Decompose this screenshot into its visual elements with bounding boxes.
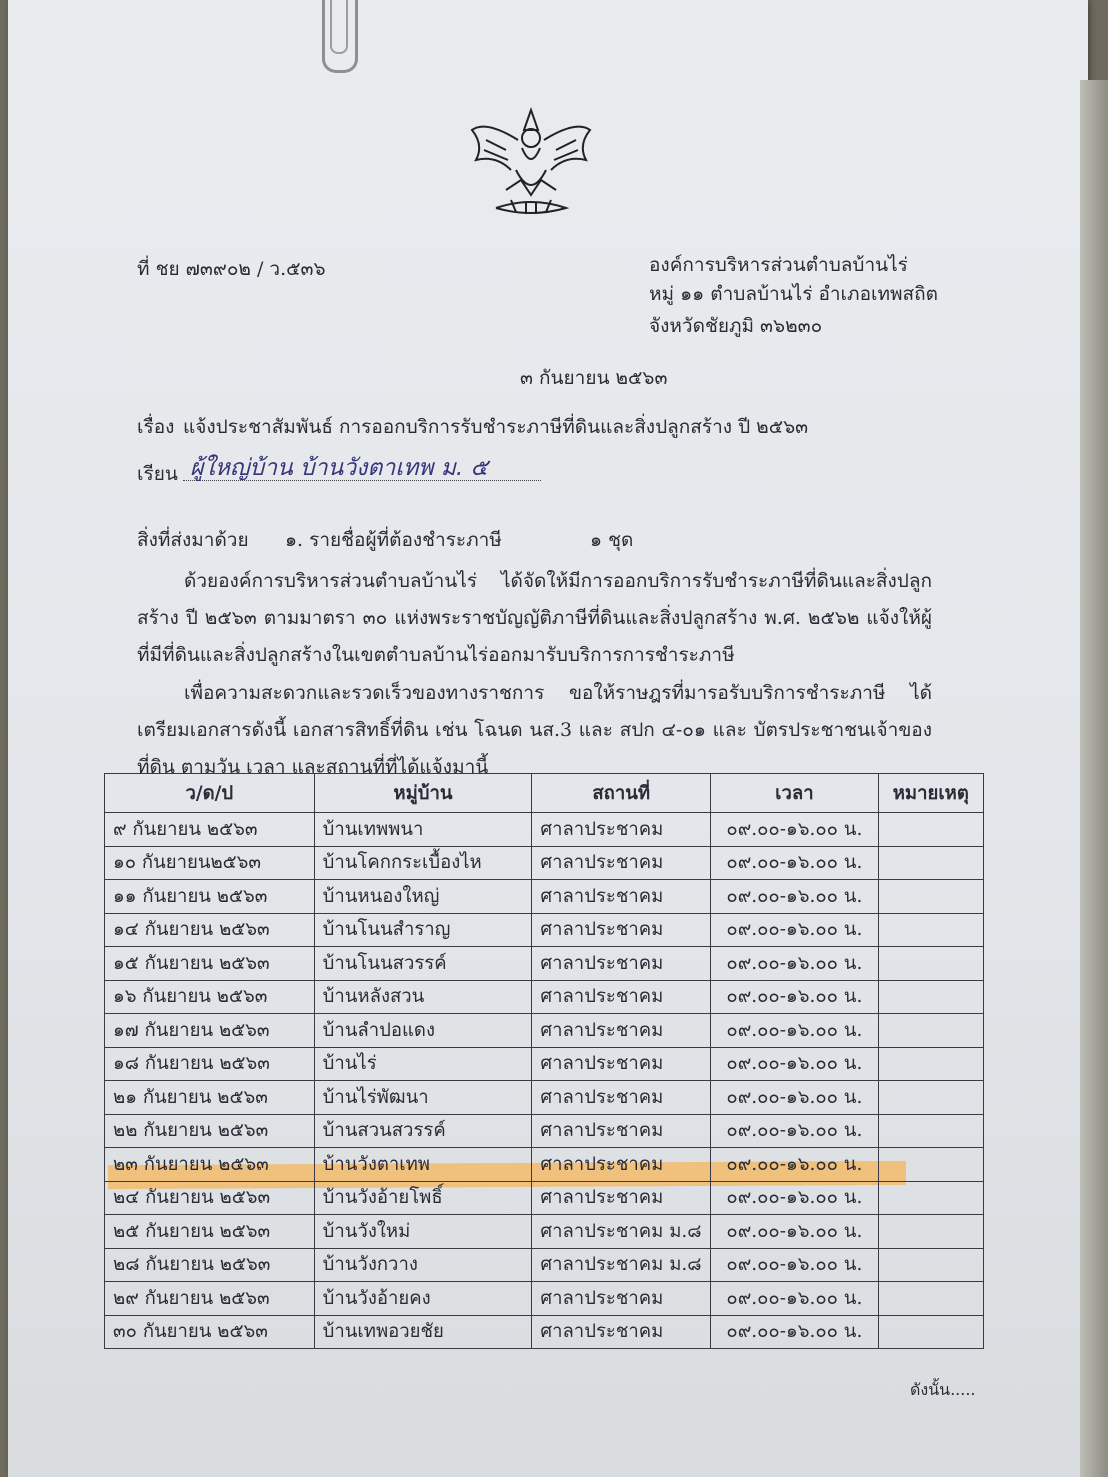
cell-remark	[878, 913, 983, 947]
table-row	[105, 1047, 984, 1081]
cell-time: ๐๙.๐๐-๑๖.๐๐ น.	[711, 980, 879, 1014]
header-time: เวลา	[711, 774, 879, 813]
table-row	[105, 1215, 984, 1249]
cell-place: ศาลาประชาคม	[532, 980, 711, 1014]
cell-place: ศาลาประชาคม	[532, 813, 711, 847]
cell-remark	[878, 880, 983, 914]
cell-village: บ้านหนองใหญ่	[314, 880, 532, 914]
cell-date: ๙ กันยายน ๒๕๖๓	[105, 813, 315, 847]
cell-date: ๒๘ กันยายน ๒๕๖๓	[105, 1248, 315, 1282]
cell-remark	[878, 947, 983, 981]
enclosure-quantity: ๑ ชุด	[590, 529, 634, 551]
cell-village: บ้านวังตาเทพ	[314, 1148, 532, 1182]
cell-village: บ้านวังอ้ายคง	[314, 1282, 532, 1316]
cell-remark	[878, 1282, 983, 1316]
table-row	[105, 913, 984, 947]
cell-place: ศาลาประชาคม	[532, 846, 711, 880]
cell-place: ศาลาประชาคม	[532, 947, 711, 981]
cell-time: ๐๙.๐๐-๑๖.๐๐ น.	[711, 813, 879, 847]
cell-date: ๒๕ กันยายน ๒๕๖๓	[105, 1215, 315, 1249]
cell-place: ศาลาประชาคม	[532, 1148, 711, 1182]
cell-date: ๑๖ กันยายน ๒๕๖๓	[105, 980, 315, 1014]
cell-date: ๑๔ กันยายน ๒๕๖๓	[105, 913, 315, 947]
cell-remark	[878, 1081, 983, 1115]
cell-village: บ้านวังกวาง	[314, 1248, 532, 1282]
table-row	[105, 947, 984, 981]
cell-remark	[878, 1047, 983, 1081]
cell-place: ศาลาประชาคม	[532, 1047, 711, 1081]
reference-number: ที่ ชย ๗๓๙๐๒ / ว.๕๓๖	[137, 258, 326, 280]
cell-remark	[878, 1248, 983, 1282]
cell-village: บ้านโนนสวรรค์	[314, 947, 532, 981]
cell-time: ๐๙.๐๐-๑๖.๐๐ น.	[711, 913, 879, 947]
cell-date: ๒๔ กันยายน ๒๕๖๓	[105, 1181, 315, 1215]
cell-village: บ้านโนนสำราญ	[314, 913, 532, 947]
cell-remark	[878, 1315, 983, 1349]
cell-time: ๐๙.๐๐-๑๖.๐๐ น.	[711, 1047, 879, 1081]
cell-date: ๒๑ กันยายน ๒๕๖๓	[105, 1081, 315, 1115]
cell-place: ศาลาประชาคม	[532, 1315, 711, 1349]
cell-remark	[878, 846, 983, 880]
body-paragraph-2: เพื่อความสะดวกและรวดเร็วของทางราชการ ขอให้ราษฎรที่มารอรับบริการชำระภาษี ได้เตรียมเอกสารดังนี้ เอกสารสิทธิ์ที่ดิน เช่น โฉนด นส.3 และ สปก ๔-๐๑ และ บัตรประชาชนเจ้าของที่ดิน ตามวัน เวลา และสถานที่ที่ได้แจ้งมานี้	[137, 682, 932, 778]
cell-time: ๐๙.๐๐-๑๖.๐๐ น.	[711, 1315, 879, 1349]
header-village: หมู่บ้าน	[314, 774, 532, 813]
cell-place: ศาลาประชาคม	[532, 1081, 711, 1115]
paper-clip-inner	[330, 0, 348, 54]
cell-village: บ้านเทพพนา	[314, 813, 532, 847]
cell-place: ศาลาประชาคม	[532, 1114, 711, 1148]
cell-time: ๐๙.๐๐-๑๖.๐๐ น.	[711, 1282, 879, 1316]
cell-date: ๓๐ กันยายน ๒๕๖๓	[105, 1315, 315, 1349]
org-address-line-1: องค์การบริหารส่วนตำบลบ้านไร่	[649, 254, 908, 276]
body-paragraph-1: ด้วยองค์การบริหารส่วนตำบลบ้านไร่ ได้จัดให้มีการออกบริการรับชำระภาษีที่ดินและสิ่งปลูกสร้าง ปี ๒๕๖๓ ตามมาตรา ๓๐ แห่งพระราชบัญญัติภาษีที่ดินและสิ่งปลูกสร้าง พ.ศ. ๒๕๖๒ แจ้งให้ผู้ที่มีที่ดินและสิ่งปลูกสร้างในเขตตำบลบ้านไร่ออกมารับบริการการชำระภาษี	[137, 570, 932, 666]
cell-date: ๒๓ กันยายน ๒๕๖๓	[105, 1148, 315, 1182]
table-row	[105, 846, 984, 880]
cell-place: ศาลาประชาคม	[532, 880, 711, 914]
table-row	[105, 1114, 984, 1148]
table-row	[105, 1014, 984, 1048]
cell-village: บ้านไร่พัฒนา	[314, 1081, 532, 1115]
cell-remark	[878, 813, 983, 847]
table-row	[105, 1248, 984, 1282]
table-row	[105, 813, 984, 847]
cell-village: บ้านสวนสวรรค์	[314, 1114, 532, 1148]
cell-remark	[878, 980, 983, 1014]
cell-time: ๐๙.๐๐-๑๖.๐๐ น.	[711, 846, 879, 880]
cell-time: ๐๙.๐๐-๑๖.๐๐ น.	[711, 1215, 879, 1249]
cell-date: ๑๑ กันยายน ๒๕๖๓	[105, 880, 315, 914]
cell-remark	[878, 1148, 983, 1182]
table-row	[105, 1282, 984, 1316]
cell-remark	[878, 1014, 983, 1048]
table-row	[105, 1181, 984, 1215]
cell-village: บ้านเทพอวยชัย	[314, 1315, 532, 1349]
cell-time: ๐๙.๐๐-๑๖.๐๐ น.	[711, 947, 879, 981]
cell-village: บ้านลำปอแดง	[314, 1014, 532, 1048]
cell-time: ๐๙.๐๐-๑๖.๐๐ น.	[711, 1114, 879, 1148]
cell-time: ๐๙.๐๐-๑๖.๐๐ น.	[711, 1014, 879, 1048]
cell-time: ๐๙.๐๐-๑๖.๐๐ น.	[711, 1081, 879, 1115]
cell-date: ๒๙ กันยายน ๒๕๖๓	[105, 1282, 315, 1316]
cell-place: ศาลาประชาคม	[532, 1282, 711, 1316]
service-schedule-table	[104, 773, 984, 1349]
cell-date: ๑๕ กันยายน ๒๕๖๓	[105, 947, 315, 981]
table-row	[105, 880, 984, 914]
cell-remark	[878, 1215, 983, 1249]
cell-place: ศาลาประชาคม	[532, 1181, 711, 1215]
table-header-row	[105, 774, 984, 813]
enclosure-label: สิ่งที่ส่งมาด้วย	[137, 529, 249, 551]
to-label: เรียน	[137, 463, 178, 485]
table-row	[105, 1148, 984, 1182]
cell-time: ๐๙.๐๐-๑๖.๐๐ น.	[711, 1181, 879, 1215]
table-row	[105, 980, 984, 1014]
table-row	[105, 1081, 984, 1115]
cell-date: ๑๐ กันยายน๒๕๖๓	[105, 846, 315, 880]
paper-stack-edge	[1080, 80, 1108, 1477]
cell-time: ๐๙.๐๐-๑๖.๐๐ น.	[711, 880, 879, 914]
letter-date: ๓ กันยายน ๒๕๖๓	[520, 367, 668, 389]
header-date: ว/ด/ป	[105, 774, 315, 813]
cell-date: ๑๘ กันยายน ๒๕๖๓	[105, 1047, 315, 1081]
cell-village: บ้านไร่	[314, 1047, 532, 1081]
cell-village: บ้านโคกกระเบื้องไห	[314, 846, 532, 880]
cell-time: ๐๙.๐๐-๑๖.๐๐ น.	[711, 1248, 879, 1282]
cell-place: ศาลาประชาคม	[532, 1014, 711, 1048]
enclosure-item: ๑. รายชื่อผู้ที่ต้องชำระภาษี	[285, 529, 502, 551]
garuda-emblem-icon	[466, 100, 596, 220]
cell-date: ๑๗ กันยายน ๒๕๖๓	[105, 1014, 315, 1048]
header-remark: หมายเหตุ	[878, 774, 983, 813]
cell-remark	[878, 1114, 983, 1148]
cell-village: บ้านหลังสวน	[314, 980, 532, 1014]
cell-village: บ้านวังใหม่	[314, 1215, 532, 1249]
cell-place: ศาลาประชาคม ม.๘	[532, 1215, 711, 1249]
cell-village: บ้านวังอ้ายโพธิ์	[314, 1181, 532, 1215]
header-place: สถานที่	[532, 774, 711, 813]
addressee-handwritten: ผู้ใหญ่บ้าน บ้านวังตาเทพ ม. ๕	[190, 455, 488, 481]
table-row	[105, 1315, 984, 1349]
org-address-line-3: จังหวัดชัยภูมิ ๓๖๒๓๐	[649, 315, 823, 337]
cell-place: ศาลาประชาคม ม.๘	[532, 1248, 711, 1282]
continuation-text: ดังนั้น.....	[910, 1380, 976, 1399]
subject-label: เรื่อง	[137, 416, 175, 438]
org-address-line-2: หมู่ ๑๑ ตำบลบ้านไร่ อำเภอเทพสถิต	[649, 283, 938, 305]
cell-time: ๐๙.๐๐-๑๖.๐๐ น.	[711, 1148, 879, 1182]
cell-place: ศาลาประชาคม	[532, 913, 711, 947]
cell-remark	[878, 1181, 983, 1215]
cell-date: ๒๒ กันยายน ๒๕๖๓	[105, 1114, 315, 1148]
subject-text: แจ้งประชาสัมพันธ์ การออกบริการรับชำระภาษีที่ดินและสิ่งปลูกสร้าง ปี ๒๕๖๓	[183, 416, 809, 438]
